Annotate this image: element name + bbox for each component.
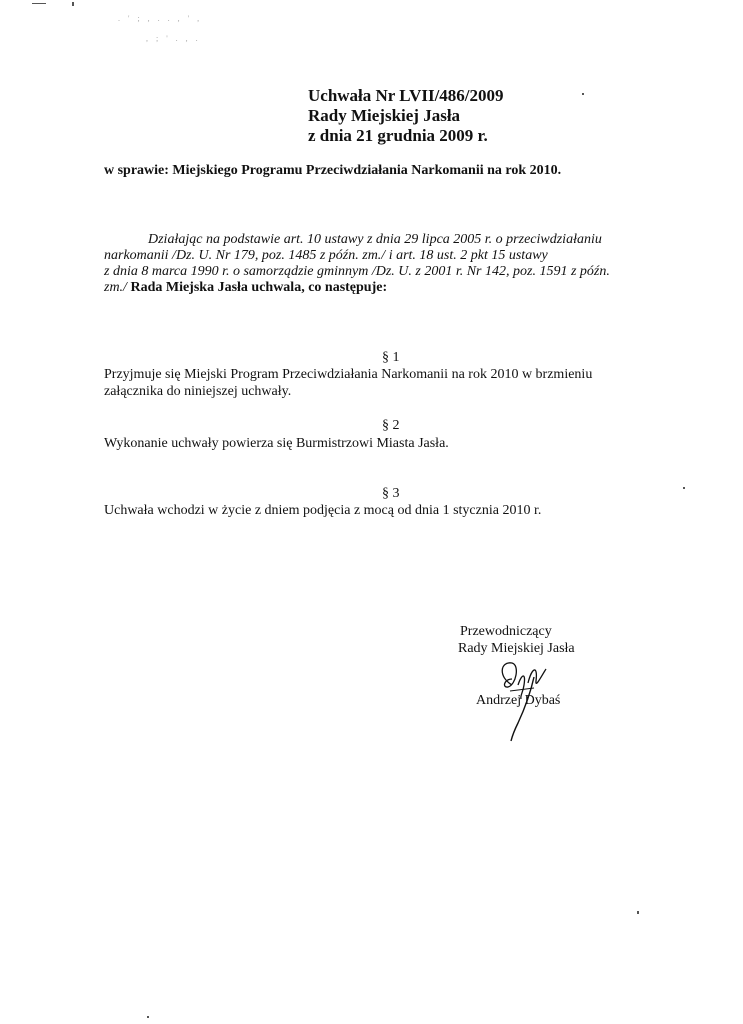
scan-mark bbox=[32, 3, 46, 4]
section-1-text: załącznika do niniejszej uchwały. bbox=[104, 384, 292, 399]
preamble-line: z dnia 8 marca 1990 r. o samorządzie gminnym /Dz. U. z 2001 r. Nr 142, poz. 1591 z późn. bbox=[104, 264, 610, 279]
scan-mark bbox=[72, 2, 74, 6]
section-1-text: Przyjmuje się Miejski Program Przeciwdziałania Narkomanii na rok 2010 w brzmieniu bbox=[104, 367, 593, 382]
faded-stamp-mark: . ' ; , . . , ' , bbox=[118, 14, 203, 23]
signatory-body: Rady Miejskiej Jasła bbox=[458, 641, 575, 656]
preamble-line: narkomanii /Dz. U. Nr 179, poz. 1485 z późn. zm./ i art. 18 ust. 2 pkt 15 ustawy bbox=[104, 248, 548, 263]
preamble-line bbox=[104, 280, 387, 296]
scan-mark bbox=[683, 487, 685, 489]
section-1-sign: § 1 bbox=[382, 350, 400, 365]
resolution-council: Rady Miejskiej Jasła bbox=[308, 106, 461, 125]
preamble-italic-end: zm./ bbox=[104, 280, 127, 295]
resolution-subject: w sprawie: Miejskiego Programu Przeciwdziałania Narkomanii na rok 2010. bbox=[104, 163, 562, 178]
section-3-text: Uchwała wchodzi w życie z dniem podjęcia z mocą od dnia 1 stycznia 2010 r. bbox=[104, 503, 542, 518]
scan-mark bbox=[147, 1016, 149, 1018]
resolution-date: z dnia 21 grudnia 2009 r. bbox=[308, 126, 488, 145]
section-2-text: Wykonanie uchwały powierza się Burmistrzowi Miasta Jasła. bbox=[104, 436, 449, 451]
section-3-sign: § 3 bbox=[382, 486, 400, 501]
scan-mark bbox=[582, 93, 584, 95]
faded-stamp-mark: , ; ' . , . bbox=[146, 34, 201, 43]
preamble-line: Działając na podstawie art. 10 ustawy z dnia 29 lipca 2005 r. o przeciwdziałaniu bbox=[148, 232, 602, 247]
scan-mark bbox=[637, 911, 639, 914]
preamble-enacting-clause: Rada Miejska Jasła uchwala, co następuje: bbox=[126, 280, 388, 295]
signatory-name: Andrzej Dybaś bbox=[476, 693, 561, 708]
signatory-role: Przewodniczący bbox=[460, 624, 552, 639]
handwritten-signature bbox=[490, 655, 560, 745]
section-2-sign: § 2 bbox=[382, 418, 400, 433]
resolution-number: Uchwała Nr LVII/486/2009 bbox=[308, 86, 504, 105]
